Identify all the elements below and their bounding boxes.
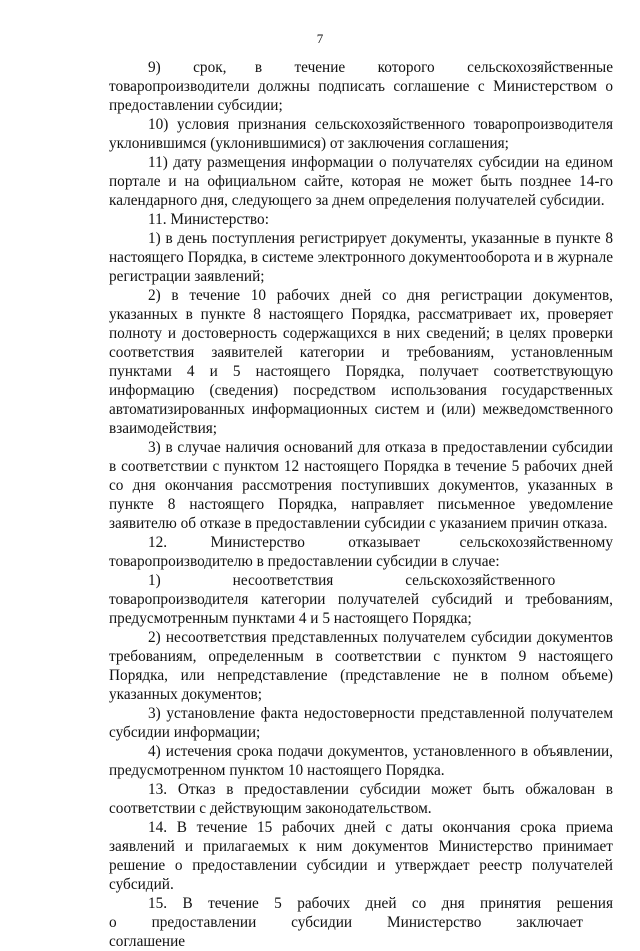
paragraph-11-3-refusal-notice: 3) в случае наличия оснований для отказа в предоставлении субсидии в соответствии с пунктом 12 настоящего Порядка в течение 5 рабочих дней со дня окончания рассмотрения поступивших документов, указанных в пункте 8 настоящего Порядка, направляет письменное уведомление заявителю об отказе в предоставлении субсидии с указанием причин отказа. bbox=[109, 439, 613, 532]
paragraph-12-4-deadline-expired: 4) истечения срока подачи документов, установленного в объявлении, предусмотренном пунктом 10 настоящего Порядка. bbox=[109, 743, 613, 779]
section-11-heading: 11. Министерство: bbox=[148, 211, 269, 228]
document-body bbox=[109, 58, 613, 951]
paragraph-12-3-false-info: 3) установление факта недостоверности представленной получателем субсидии информации; bbox=[109, 705, 613, 741]
section-13-appeal: 13. Отказ в предоставлении субсидии может быть обжалован в соответствии с действующим законодательством. bbox=[109, 781, 613, 817]
section-14-decision: 14. В течение 15 рабочих дней с даты окончания срока приема заявлений и прилагаемых к ним документов Министерство принимает решение о предоставлении субсидии и утверждает реестр получателей субсидий. bbox=[109, 819, 613, 893]
section-15-agreement: 15. В течение 5 рабочих дней со дня принятия решения о предоставлении субсидии Министерство заключает соглашение bbox=[109, 895, 613, 950]
paragraph-11-1-registration: 1) в день поступления регистрирует документы, указанные в пункте 8 настоящего Порядка, в системе электронного документооборота и в журнале регистрации заявлений; bbox=[109, 230, 613, 285]
paragraph-item-10-evasion: 10) условия признания сельскохозяйственного товаропроизводителя уклонившимся (уклонившимися) от заключения соглашения; bbox=[109, 116, 613, 152]
paragraph-item-9-deadline: 9) срок, в течение которого сельскохозяйственные товаропроизводители должны подписать соглашение с Министерством о предоставлении субсидии; bbox=[109, 59, 613, 114]
paragraph-11-2-review: 2) в течение 10 рабочих дней со дня регистрации документов, указанных в пункте 8 настоящего Порядка, рассматривает их, проверяет полноту и достоверность содержащихся в них сведений; в целях проверки соответствия заявителей категории и требованиям, установленным пунктами 4 и 5 настоящего Порядка, получает соответствующую информацию (сведения) посредством использования государственных автоматизированных информационных систем и (или) межведомственного взаимодействия; bbox=[109, 287, 613, 437]
paragraph-12-1-nonconformity: 1) несоответствия сельскохозяйственного товаропроизводителя категории получателей субсидий и требованиям, предусмотренным пунктами 4 и 5 настоящего Порядка; bbox=[109, 572, 613, 627]
section-12-refusal-grounds: 12. Министерство отказывает сельскохозяйственному товаропроизводителю в предоставлении субсидии в случае: bbox=[109, 534, 613, 570]
paragraph-item-11-publication-date: 11) дату размещения информации о получателях субсидии на едином портале и на официальном сайте, которая не может быть позднее 14-го календарного дня, следующего за днем определения получателей субсидии. bbox=[109, 154, 613, 209]
paragraph-12-2-documents: 2) несоответствия представленных получателем субсидии документов требованиям, определенным в соответствии с пунктом 9 настоящего Порядка, или непредставление (представление не в полном объеме) указанных документов; bbox=[109, 629, 613, 703]
page-number: 7 bbox=[316, 31, 324, 46]
